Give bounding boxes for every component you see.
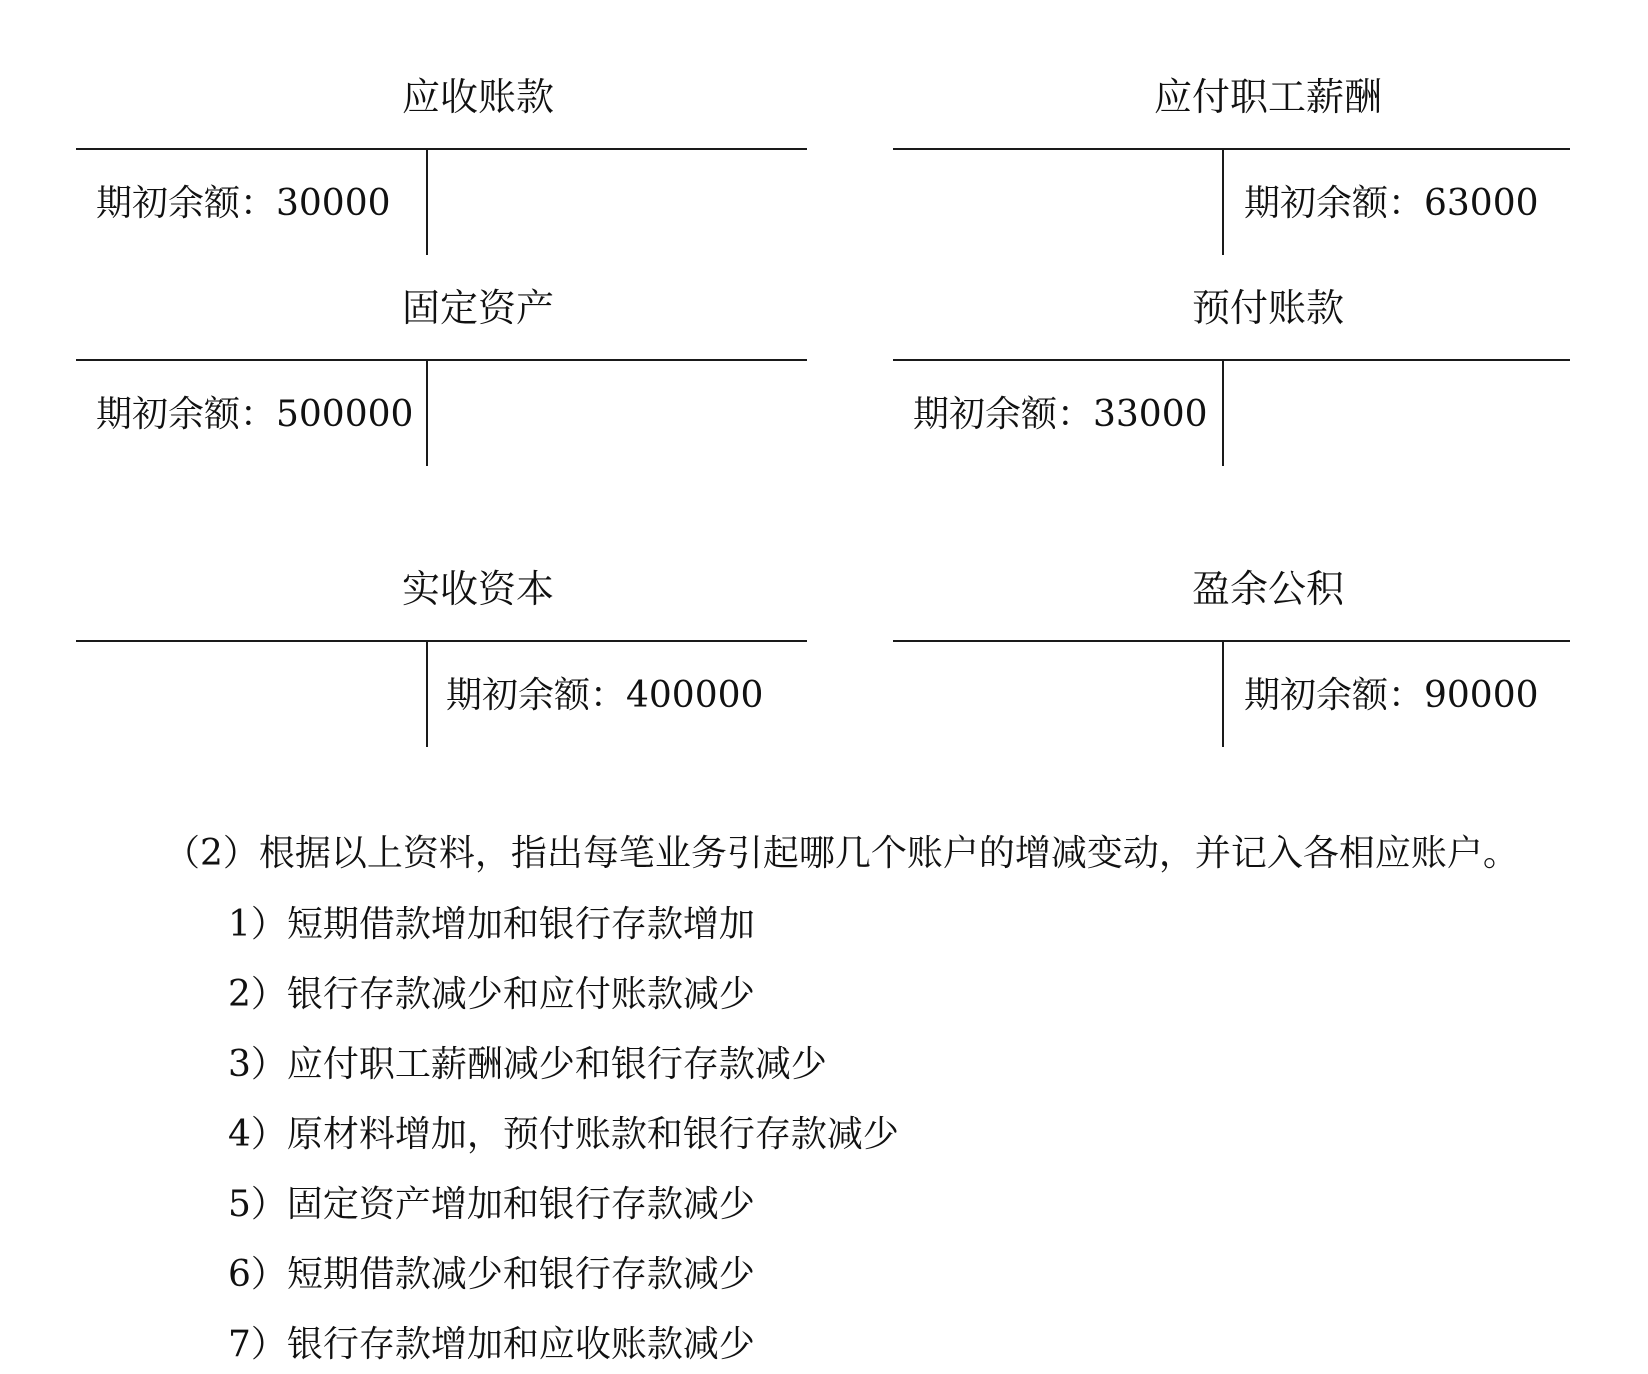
list-item: 2）银行存款减少和应付账款减少 <box>228 974 755 1015</box>
t-account-horizontal-line <box>76 359 807 361</box>
list-item: 7）银行存款增加和应收账款减少 <box>228 1324 755 1365</box>
list-item: 4）原材料增加，预付账款和银行存款减少 <box>228 1114 899 1155</box>
t-account-vertical-line <box>426 360 428 466</box>
t-account-horizontal-line <box>893 640 1570 642</box>
opening-balance: 期初余额：30000 <box>96 183 391 224</box>
t-account-horizontal-line <box>76 640 807 642</box>
t-account-horizontal-line <box>76 148 807 150</box>
list-item: 6）短期借款减少和银行存款减少 <box>228 1254 755 1295</box>
question-text: （2）根据以上资料，指出每笔业务引起哪几个账户的增减变动，并记入各相应账户。 <box>164 833 1519 874</box>
account-title: 应收账款 <box>401 75 555 119</box>
account-title: 盈余公积 <box>1191 567 1345 611</box>
list-item: 3）应付职工薪酬减少和银行存款减少 <box>228 1044 827 1085</box>
opening-balance: 期初余额：400000 <box>446 675 764 716</box>
opening-balance: 期初余额：90000 <box>1244 675 1539 716</box>
t-account-vertical-line <box>1222 149 1224 255</box>
t-account-horizontal-line <box>893 359 1570 361</box>
list-item: 5）固定资产增加和银行存款减少 <box>228 1184 755 1225</box>
account-title: 固定资产 <box>401 286 555 330</box>
t-account-horizontal-line <box>893 148 1570 150</box>
account-title: 应付职工薪酬 <box>1153 75 1383 119</box>
account-title: 预付账款 <box>1191 286 1345 330</box>
opening-balance: 期初余额：33000 <box>913 394 1208 435</box>
account-title: 实收资本 <box>401 567 555 611</box>
t-account-vertical-line <box>1222 360 1224 466</box>
opening-balance: 期初余额：500000 <box>96 394 414 435</box>
list-item: 1）短期借款增加和银行存款增加 <box>228 904 755 945</box>
t-account-vertical-line <box>426 149 428 255</box>
opening-balance: 期初余额：63000 <box>1244 183 1539 224</box>
t-account-vertical-line <box>1222 641 1224 747</box>
t-account-vertical-line <box>426 641 428 747</box>
